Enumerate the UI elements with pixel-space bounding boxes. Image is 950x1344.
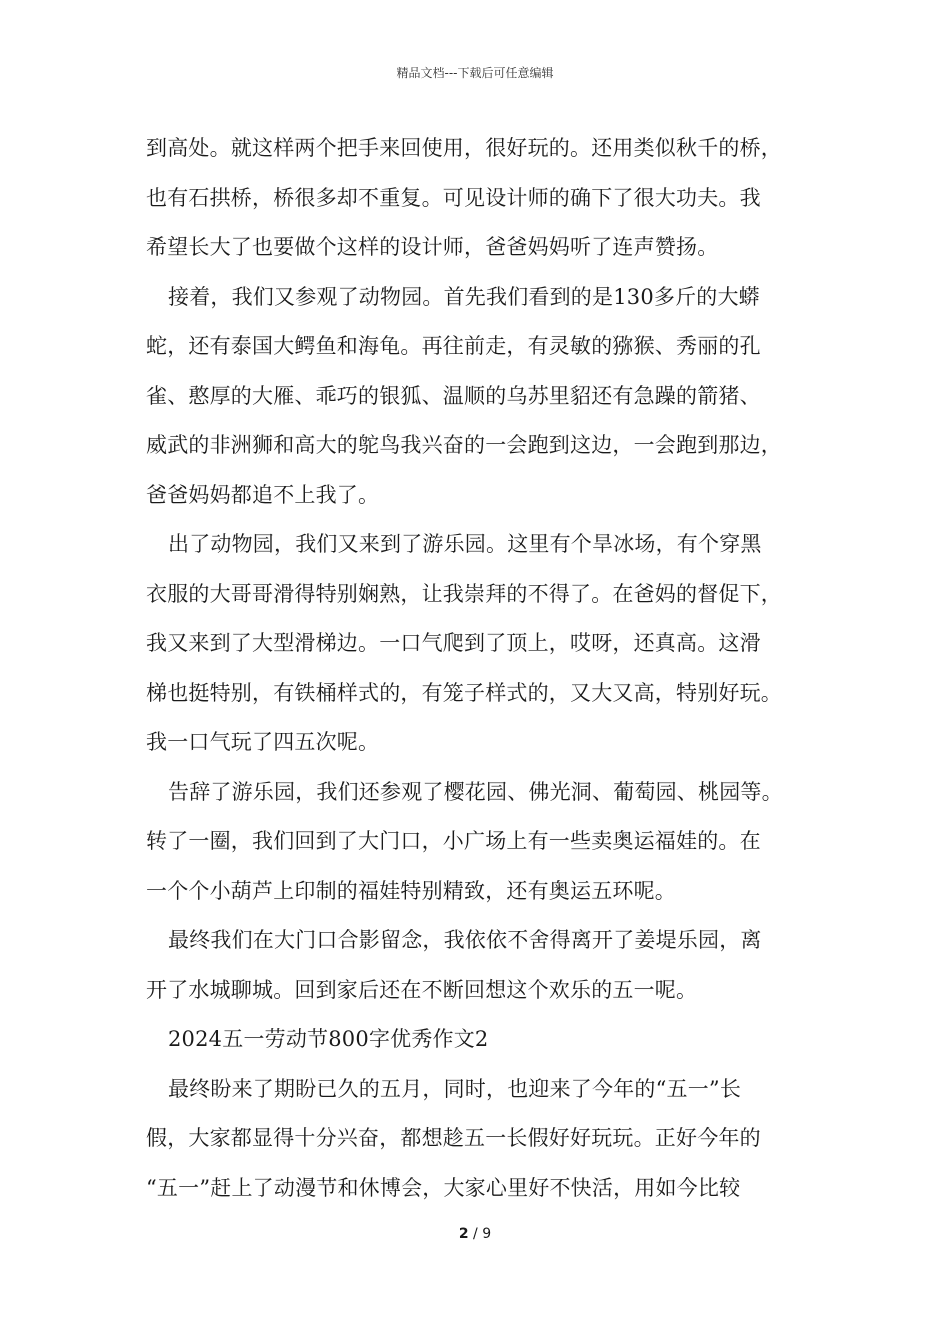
paragraph-start-line: 出了动物园，我们又来到了游乐园。这里有个旱冰场，有个穿黑: [168, 532, 762, 556]
text-line: 雀、憨厚的大雁、乖巧的银狐、温顺的乌苏里貂还有急躁的箭猪、: [146, 383, 761, 408]
text-line: 威武的非洲狮和高大的鸵鸟我兴奋的一会跑到这边，一会跑到那边，: [146, 433, 782, 457]
text-line: 假，大家都显得十分兴奋，都想趁五一长假好好玩玩。正好今年的: [146, 1126, 761, 1150]
text-line: 希望长大了也要做个这样的设计师，爸爸妈妈听了连声赞扬。: [146, 235, 719, 259]
document-body: [146, 124, 828, 1213]
text-line: 到高处。就这样两个把手来回使用，很好玩的。还用类似秋千的桥，: [146, 136, 782, 160]
text-line: 也有石拱桥，桥很多却不重复。可见设计师的确下了很大功夫。我: [146, 185, 761, 210]
text-line: 我又来到了大型滑梯边。一口气爬到了顶上，哎呀，还真高。这滑: [146, 631, 761, 655]
section-heading: 2024五一劳动节800字优秀作文2: [168, 1027, 489, 1051]
text-line: 转了一圈，我们回到了大门口，小广场上有一些卖奥运福娃的。在: [146, 829, 761, 853]
text-line: “五一”赶上了动漫节和休博会，大家心里好不快活，用如今比较: [146, 1175, 741, 1200]
text-line: 开了水城聊城。回到家后还在不断回想这个欢乐的五一呢。: [146, 977, 698, 1002]
text-line: 梯也挺特别，有铁桶样式的，有笼子样式的，又大又高，特别好玩。: [146, 680, 782, 705]
text-line: 一个个小葫芦上印制的福娃特别精致，还有奥运五环呢。: [146, 878, 676, 903]
paragraph-start-line: 最终盼来了期盼已久的五月，同时，也迎来了今年的“五一”长: [168, 1076, 742, 1101]
text-line: 蛇，还有泰国大鳄鱼和海龟。再往前走，有灵敏的猕猴、秀丽的孔: [146, 334, 761, 358]
page-number-separator: /: [468, 1226, 483, 1242]
paragraph-start-line: 最终我们在大门口合影留念，我依依不舍得离开了姜堤乐园，离: [168, 928, 762, 952]
total-pages-number: 9: [482, 1226, 492, 1242]
current-page-number: 2: [458, 1226, 469, 1242]
text-line: 我一口气玩了四五次呢。: [146, 730, 380, 754]
text-line: 爸爸妈妈都追不上我了。: [146, 482, 380, 507]
page-number: [0, 1226, 950, 1242]
text-line: 衣服的大哥哥滑得特别娴熟，让我崇拜的不得了。在爸妈的督促下，: [146, 581, 782, 606]
page-header: 精品文档---下载后可任意编辑: [396, 66, 554, 80]
paragraph-start-line: 告辞了游乐园，我们还参观了樱花园、佛光洞、葡萄园、桃园等。: [168, 779, 783, 804]
paragraph-start-line: 接着，我们又参观了动物园。首先我们看到的是130多斤的大蟒: [168, 284, 760, 309]
